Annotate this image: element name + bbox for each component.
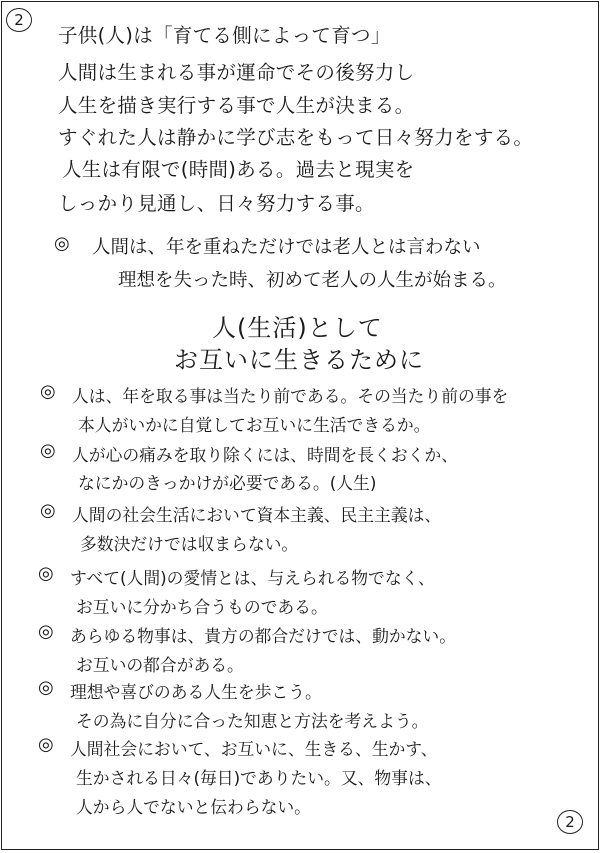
item-bullet-icon: ◎ <box>38 677 54 698</box>
item-4-line-1: すべて(人間)の愛情とは、与えられる物でなく、 <box>70 568 435 588</box>
section-heading-line-2: お互いに生きるために <box>174 346 424 374</box>
item-bullet-icon: ◎ <box>40 440 56 461</box>
item-bullet-icon: ◎ <box>40 381 56 402</box>
item-7-line-3: 人から人でないと伝わらない。 <box>76 797 311 817</box>
item-bullet-icon: ◎ <box>38 734 54 755</box>
item-bullet-icon: ◎ <box>38 563 54 584</box>
item-1-line-2: 本人がいかに自覚してお互いに生活できるか。 <box>78 415 431 435</box>
page-number-marker-bottom: 2 <box>557 810 583 834</box>
item-2-line-1: 人が心の痛みを取り除くには、時間を長くおくか、 <box>72 445 458 465</box>
intro-line-2: 人間は生まれる事が運命でその後努力し <box>58 61 415 84</box>
page-number-marker-top: 2 <box>6 8 32 32</box>
intro-line-5: 人生は有限で(時間)ある。過去と現実を <box>62 158 415 181</box>
intro-line-3: 人生を描き実行する事で人生が決まる。 <box>58 94 415 117</box>
intro-line-1: 子供(人)は「育てる側によって育つ」 <box>58 24 391 47</box>
item-3-line-2: 多数決だけでは収まらない。 <box>80 534 299 554</box>
item-6-line-1: 理想や喜びのある人生を歩こう。 <box>70 682 322 702</box>
item-4-line-2: お互いに分かち合うものである。 <box>76 597 328 617</box>
item-bullet-icon: ◎ <box>38 621 54 642</box>
item-3-line-1: 人間の社会生活において資本主義、民主主義は、 <box>72 505 442 525</box>
item-bullet-icon: ◎ <box>40 500 56 521</box>
item-1-line-1: 人は、年を取る事は当たり前である。その当たり前の事を <box>72 386 509 406</box>
item-5-line-1: あらゆる物事は、貴方の都合だけでは、動かない。 <box>70 626 456 646</box>
item-7-line-1: 人間社会において、お互いに、生きる、生かす、 <box>70 739 438 759</box>
item-6-line-2: その為に自分に合った知恵と方法を考えよう。 <box>76 711 429 731</box>
intro-line-4: すぐれた人は静かに学び志をもって日々努力をする。 <box>58 126 534 149</box>
item-5-line-2: お互いの都合がある。 <box>76 655 244 675</box>
item-7-line-2: 生かされる日々(毎日)でありたい。又、物事は、 <box>76 768 442 788</box>
emphasis-line-1: 人間は、年を重ねただけでは老人とは言わない <box>92 237 481 258</box>
section-heading-line-1: 人(生活)として <box>212 314 383 342</box>
emphasis-line-2: 理想を失った時、初めて老人の人生が始まる。 <box>118 270 507 291</box>
intro-line-6: しっかり見通し、日々努力する事。 <box>58 192 375 215</box>
item-2-line-2: なにかのきっかけが必要である。(人生) <box>78 473 377 493</box>
emphasis-bullet-icon: ◎ <box>54 233 70 254</box>
